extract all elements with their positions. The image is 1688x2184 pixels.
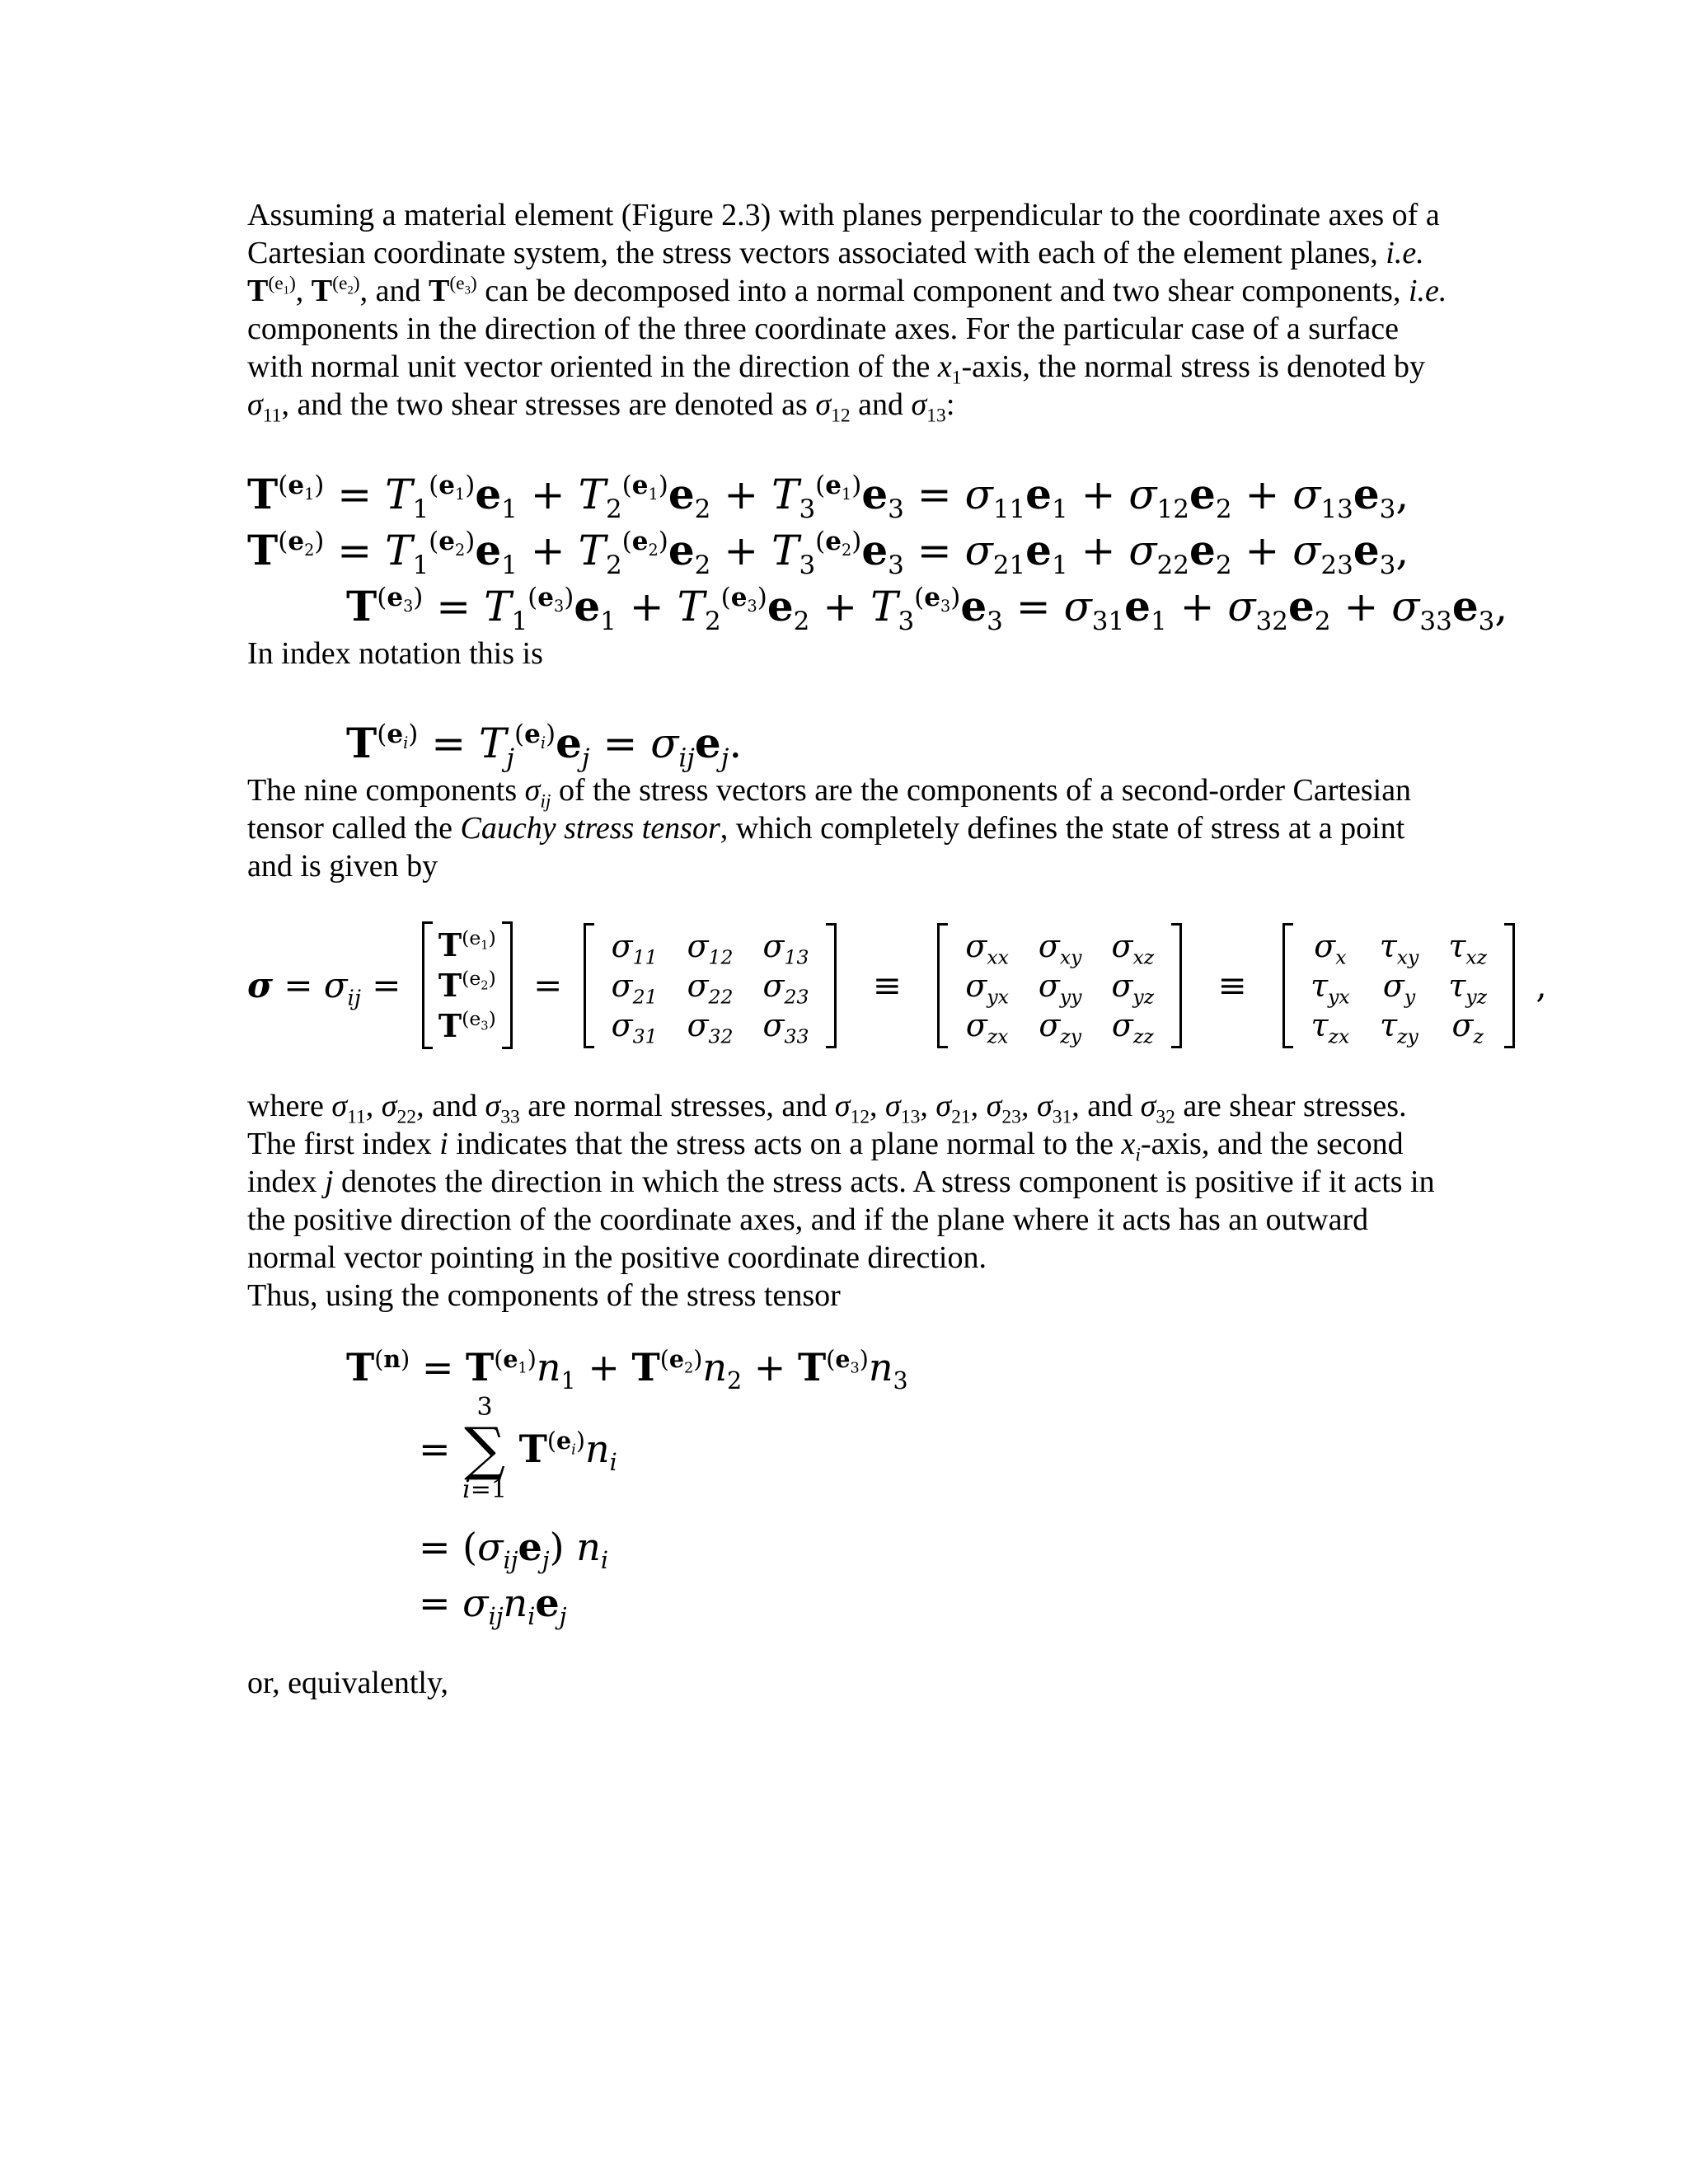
text-run: are normal stresses, and — [519, 1089, 835, 1123]
matrix-sigma-numeric: $\sigma_{11}$ $\sigma_{12}$ $\sigma_{13}$ $\sigma_{21}$ $\sigma_{22}$ $\sigma_{23}$ $\sigma_{31}$ $\sigma_{32}$ $\sigma_{33}$ — [584, 923, 837, 1048]
equation-line-2: $T^{(e_2)} = T_1^{(e_2)}e_1 + T_2^{(e_2)}e_2 + T_3^{(e_2)}e_3 = \sigma_{21}e_1 + \sigma_{22}e_2 + \sigma_{23}e_3$, — [247, 526, 1409, 580]
equation-traction-line-4: = $\sigma_{ij}n_ie_j$ — [419, 1581, 567, 1631]
paragraph-index-notation: In index notation this is — [247, 636, 543, 671]
paragraph-cauchy: The nine components $\sigma_{ij}$ of the stress vectors are the components of a second-order Cartesian tensor called the Cauchy stress tensor, which completely defines the state of stress at a point and is given by — [247, 773, 1412, 883]
text-run: : — [945, 387, 955, 422]
text-run: -axis, the normal stress is denoted by — [961, 349, 1426, 384]
equation-line-index: $T^{(e_i)} = T_j^{(e_i)}e_j = \sigma_{ij}e_j$. — [346, 719, 743, 773]
paragraph-normal-shear: where $\sigma_{11}$, $\sigma_{22}$, and $\sigma_{33}$ are normal stresses, and $\sigma_{12}$, $\sigma_{13}$, $\sigma_{21}$, $\sigma_{23}$, $\sigma_{31}$, and $\sigma_{32}$ are shear stresses. The first index i indicates that the stress acts on a plane normal to the $x_i$-axis, and the second index j denotes the direction in which the stress acts. A stress component is positive if it acts in the positive direction of the coordinate axes, and if the plane where it acts has an outward normal vector pointing in the positive coordinate direction. — [247, 1089, 1435, 1275]
text-run: i.e. — [1386, 236, 1424, 270]
text-run: are shear stresses. The first index — [247, 1089, 1407, 1161]
term-cauchy-stress-tensor: Cauchy stress tensor — [460, 811, 720, 846]
text-run: , which completely defines the state of stress at a point and is given by — [247, 811, 1405, 883]
equation-stress-tensor-matrices: $\sigma = \sigma_{ij}$ = $T^{(e_1)}$ $T^{(e_2)}$ $T^{(e_3)}$ = $\sigma_{11}$ $\sigma_{12}$ $\sigma_{13}$ $\sigma_{21}$ $\sigma_{22}$ $\sigma_{23}$ $\sigma_{31}$ $\sigma_{32}$ $\sigma_{33}$ ≡ $\sigma_{xx}$ $\sigma_{xy}$ $\sigma_{xz}$ $\sigma_{yx}$ $\sigma_{yy}$ $\sigma_{yz}$ $\sigma_{zx}$ $\sigma_{zy}$ $\sigma_{zz}$ ≡ $\sigma_x$ $\tau_{xy}$ $\tau_{xz}$ $\tau_{yx}$ $\sigma_y$ $\tau_{yz}$ $\tau_{zx}$ $\tau_{zy}$ $\sigma_z$ , — [247, 921, 1451, 1049]
equation-traction-line-2: = 3 ∑ i=1 $T^{(e_i)}n_i$ — [419, 1393, 617, 1504]
text-run: Assuming a material element (Figure 2.3) with planes perpendicular to the coordinate axes of a Cartesian coordinate system, the stress vectors associated with each of the element planes, — [247, 198, 1440, 270]
text-run: denotes the direction in which the stress acts. A stress component is positive if it acts in the positive direction of the coordinate axes, and if the plane where it acts has an outward normal vector pointing in the positive coordinate direction. — [247, 1165, 1435, 1275]
text-run: indicates that the stress acts on a plane normal to the — [448, 1127, 1122, 1161]
text-run: components in the direction of the three coordinate axes. For the particular case of a surface with normal unit vector oriented in the direction of the — [247, 312, 1399, 384]
document-page — [247, 196, 1547, 1702]
paragraph-thus: Thus, using the components of the stress tensor — [247, 1278, 841, 1313]
text-run: , and the two shear stresses are denoted as — [281, 387, 816, 422]
paragraph-intro: Assuming a material element (Figure 2.3) with planes perpendicular to the coordinate axes of a Cartesian coordinate system, the stress vectors associated with each of the element planes, i.e. $T^{(e_1)}$, $T^{(e_2)}$, and $T^{(e_3)}$ can be decomposed into a normal component and two shear components, i.e. components in the direction of the three coordinate axes. For the particular case of a surface with normal unit vector oriented in the direction of the $x_1$-axis, the normal stress is denoted by $\sigma_{11}$, and the two shear stresses are denoted as $\sigma_{12}$ and $\sigma_{13}$: — [247, 198, 1447, 427]
text-run: and — [850, 387, 912, 422]
paragraph-equivalently: or, equivalently, — [247, 1666, 448, 1700]
equation-line-3: $T^{(e_3)} = T_1^{(e_3)}e_1 + T_2^{(e_3)}e_2 + T_3^{(e_3)}e_3 = \sigma_{31}e_1 + \sigma_{32}e_2 + \sigma_{33}e_3$, — [346, 582, 1508, 636]
text-run: The nine components — [247, 773, 525, 808]
text-run: can be decomposed into a normal component and two shear components, — [476, 274, 1409, 308]
text-run: where — [247, 1089, 332, 1123]
equation-block-traction — [247, 1339, 1451, 1631]
text-run: i.e. — [1408, 274, 1447, 308]
equation-block-stress-vectors — [247, 466, 1508, 636]
matrix-sigma-tau: $\sigma_x$ $\tau_{xy}$ $\tau_{xz}$ $\tau_{yx}$ $\sigma_y$ $\tau_{yz}$ $\tau_{zx}$ $\tau_{zy}$ $\sigma_z$ — [1282, 923, 1515, 1048]
matrix-sigma-xyz: $\sigma_{xx}$ $\sigma_{xy}$ $\sigma_{xz}$ $\sigma_{yx}$ $\sigma_{yy}$ $\sigma_{yz}$ $\sigma_{zx}$ $\sigma_{zy}$ $\sigma_{zz}$ — [937, 923, 1182, 1048]
equation-line-1: $T^{(e_1)} = T_1^{(e_1)}e_1 + T_2^{(e_1)}e_2 + T_3^{(e_1)}e_3 = \sigma_{11}e_1 + \sigma_{12}e_2 + \sigma_{13}e_3$, — [247, 470, 1409, 524]
matrix-stress-vectors: $T^{(e_1)}$ $T^{(e_2)}$ $T^{(e_3)}$ — [422, 921, 513, 1049]
summation: 3 ∑ i=1 — [462, 1393, 508, 1504]
text-run: -axis, and the second index — [247, 1127, 1404, 1199]
equation-traction-line-3: = $(\sigma_{ij}e_j)$ $n_i$ — [419, 1525, 608, 1575]
text-run: of the stress vectors are the components of a second-order Cartesian tensor called the — [247, 773, 1412, 846]
equation-traction-line-1: $T^{(n)} = T^{(e_1)}n_1 + T^{(e_2)}n_2 + T^{(e_3)}n_3$ — [346, 1344, 908, 1395]
equation-index-notation — [247, 715, 1451, 771]
